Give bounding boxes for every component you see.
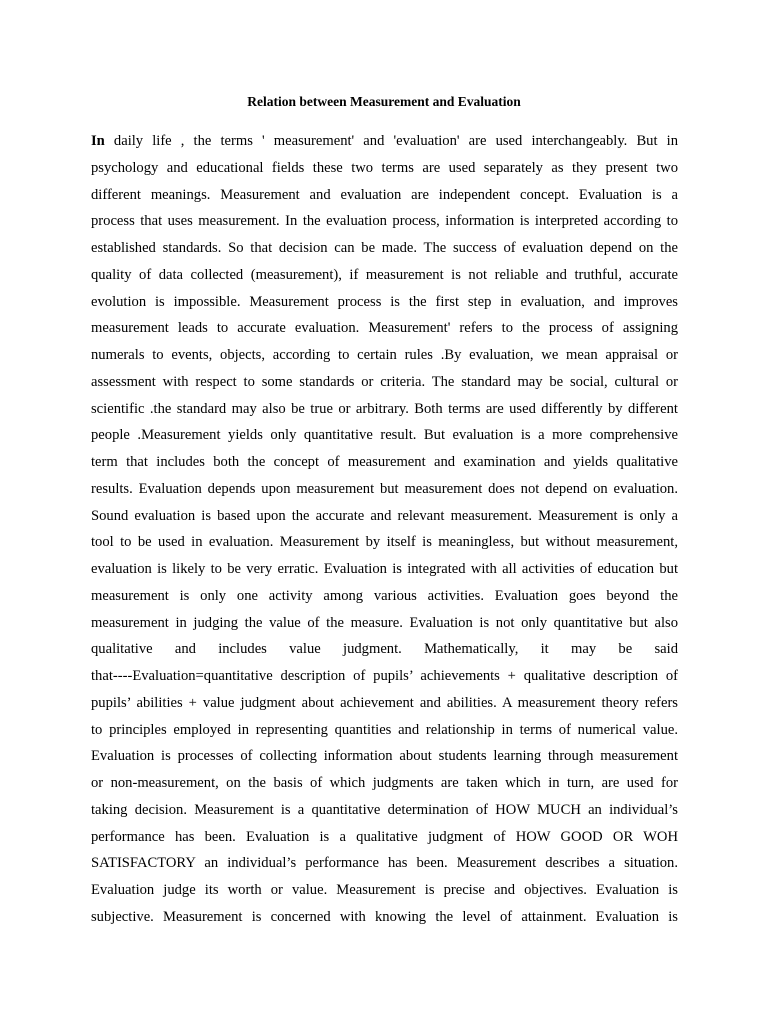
paragraph-line: numerals to events, objects, according to certain rules .By evaluation, we mean appraisal or xyxy=(91,347,678,363)
paragraph-line xyxy=(91,131,678,158)
paragraph-line: quality of data collected (measurement), if measurement is not reliable and truthful, accurate xyxy=(91,266,678,283)
paragraph-line: pupils’ abilities + value judgment about achievement and abilities. A measurement theory refers xyxy=(91,694,678,711)
paragraph-line: qualitative and includes value judgment. Mathematically, it may be said xyxy=(91,641,678,658)
paragraph-line: subjective. Measurement is concerned with knowing the level of attainment. Evaluation is xyxy=(91,908,678,925)
paragraph-line: tool to be used in evaluation. Measurement by itself is meaningless, but without measurement, xyxy=(91,534,678,551)
paragraph-line: assessment with respect to some standards or criteria. The standard may be social, cultural or xyxy=(91,373,678,390)
paragraph-line: established standards. So that decision can be made. The success of evaluation depend on the xyxy=(91,240,678,256)
paragraph-line: measurement in judging the value of the measure. Evaluation is not only quantitative but also xyxy=(91,614,678,631)
paragraph-line: people .Measurement yields only quantitative result. But evaluation is a more comprehensive xyxy=(91,427,678,444)
lead-word: In xyxy=(91,133,105,149)
paragraph-line: performance has been. Evaluation is a qualitative judgment of HOW GOOD OR WOH xyxy=(91,828,678,845)
paragraph-line: that----Evaluation=quantitative description of pupils’ achievements + qualitative description of xyxy=(91,668,678,684)
paragraph-line: evaluation is likely to be very erratic. Evaluation is integrated with all activities of education but xyxy=(91,561,678,577)
paragraph-line: psychology and educational fields these two terms are used separately as they present two xyxy=(91,159,678,176)
paragraph-line: to principles employed in representing quantities and relationship in terms of numerical value. xyxy=(91,721,678,738)
paragraph-line: measurement leads to accurate evaluation. Measurement' refers to the process of assigning xyxy=(91,320,678,337)
paragraph-line: results. Evaluation depends upon measurement but measurement does not depend on evaluation. xyxy=(91,480,678,497)
paragraph-line: scientific .the standard may also be true or arbitrary. Both terms are used differently by different xyxy=(91,400,678,417)
paragraph-line: Evaluation is processes of collecting information about students learning through measurement xyxy=(91,748,678,765)
paragraph-line: Sound evaluation is based upon the accurate and relevant measurement. Measurement is only a xyxy=(91,507,678,524)
paragraph-line: SATISFACTORY an individual’s performance has been. Measurement describes a situation. xyxy=(91,855,678,872)
first-line-text: daily life , the terms ' measurement' and 'evaluation' are used interchangeably. But in xyxy=(113,133,678,149)
paragraph-line: taking decision. Measurement is a quantitative determination of HOW MUCH an individual’s xyxy=(91,801,678,818)
body-paragraph xyxy=(91,131,678,931)
paragraph-line: Evaluation judge its worth or value. Measurement is precise and objectives. Evaluation is xyxy=(91,882,678,898)
paragraph-line: measurement is only one activity among various activities. Evaluation goes beyond the xyxy=(91,587,678,604)
paragraph-line: process that uses measurement. In the evaluation process, information is interpreted according to xyxy=(91,213,678,230)
paragraph-line: term that includes both the concept of measurement and examination and yields qualitative xyxy=(91,454,678,470)
paragraph-line: or non-measurement, on the basis of which judgments are taken which in turn, are used for xyxy=(91,775,678,791)
paragraph-line: different meanings. Measurement and evaluation are independent concept. Evaluation is a xyxy=(91,186,678,203)
paragraph-line: evolution is impossible. Measurement process is the first step in evaluation, and improves xyxy=(91,293,678,310)
document-title: Relation between Measurement and Evaluation xyxy=(247,94,521,109)
